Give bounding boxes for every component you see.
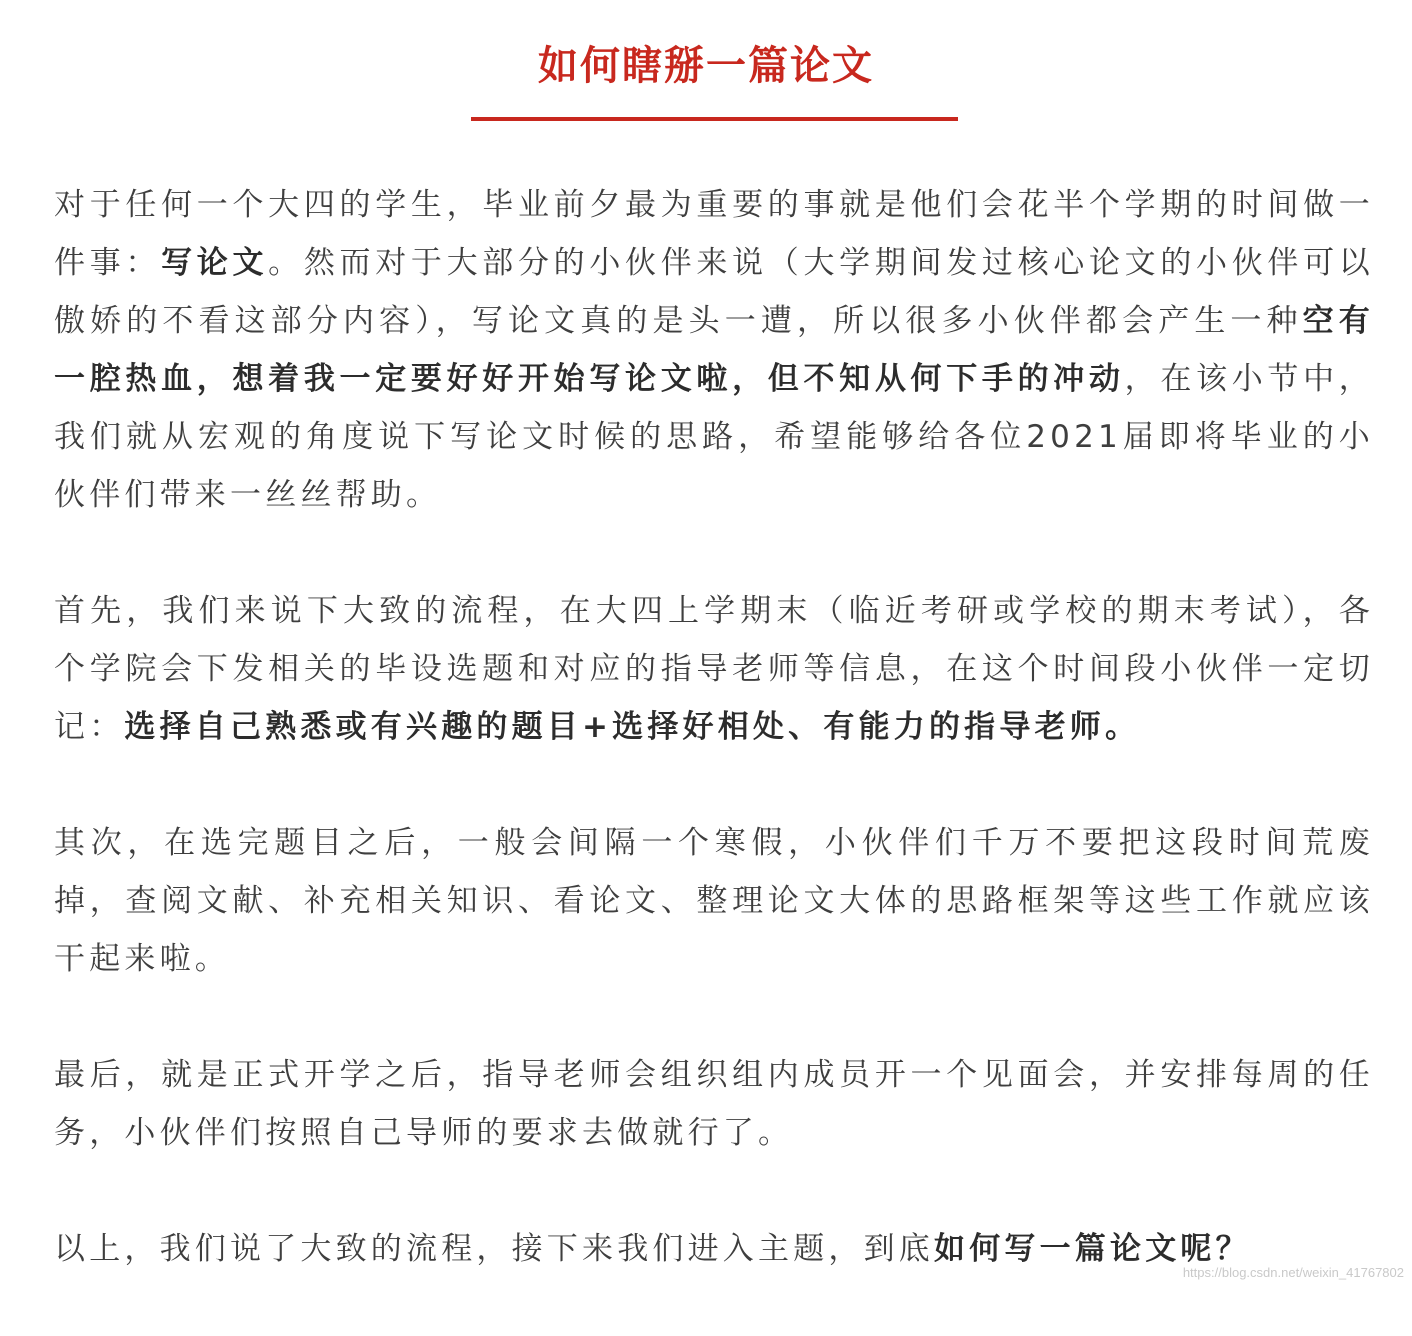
- paragraph-last: [54, 1046, 1374, 1162]
- watermark-url: https://blog.csdn.net/weixin_41767802: [1182, 1265, 1404, 1280]
- intro-bold-write-paper: 写论文: [161, 245, 269, 281]
- conclusion-text: 以上，我们说了大致的流程，接下来我们进入主题，到底: [54, 1231, 934, 1267]
- first-bold-advice: 选择自己熟悉或有兴趣的题目+选择好相处、有能力的指导老师。: [124, 709, 1141, 745]
- last-text: 最后，就是正式开学之后，指导老师会组织组内成员开一个见面会，并安排每周的任务，小伙伴们按照自己导师的要求去做就行了。: [54, 1057, 1374, 1151]
- first-text: 首先，我们来说下大致的流程，在大四上学期末（临近考研或学校的期末考试），各个学院会下发相关的毕设选题和对应的指导老师等信息，在这个时间段小伙伴一定切记：: [54, 593, 1374, 745]
- paragraph-second: [54, 814, 1374, 988]
- second-text: 其次，在选完题目之后，一般会间隔一个寒假，小伙伴们千万不要把这段时间荒废掉，查阅文献、补充相关知识、看论文、整理论文大体的思路框架等这些工作就应该干起来啦。: [54, 825, 1374, 977]
- title-underline: [471, 117, 958, 121]
- paragraph-first: [54, 582, 1374, 756]
- intro-text-1: 对于任何一个大四的学生，毕业前夕最为重要的事就是他们会花半个学期的时间做一件事：: [54, 187, 1374, 281]
- intro-text-3: ，在该小节中，我们就从宏观的角度说下写论文时候的思路，希望能够给各位2021届即将毕业的小伙伴们带来一丝丝帮助。: [54, 361, 1375, 513]
- intro-bold-impulse: 空有一腔热血，想着我一定要好好开始写论文啦，但不知从何下手的冲动: [54, 303, 1374, 397]
- intro-text-2: 。然而对于大部分的小伙伴来说（大学期间发过核心论文的小伙伴可以傲娇的不看这部分内容），写论文真的是头一遭，所以很多小伙伴都会产生一种: [54, 245, 1375, 339]
- article-title: 如何瞎掰一篇论文: [538, 43, 874, 89]
- conclusion-bold-question: 如何写一篇论文呢？: [934, 1231, 1251, 1267]
- article-body: [54, 176, 1374, 1336]
- paragraph-intro: [54, 176, 1374, 524]
- paragraph-conclusion: [54, 1220, 1374, 1278]
